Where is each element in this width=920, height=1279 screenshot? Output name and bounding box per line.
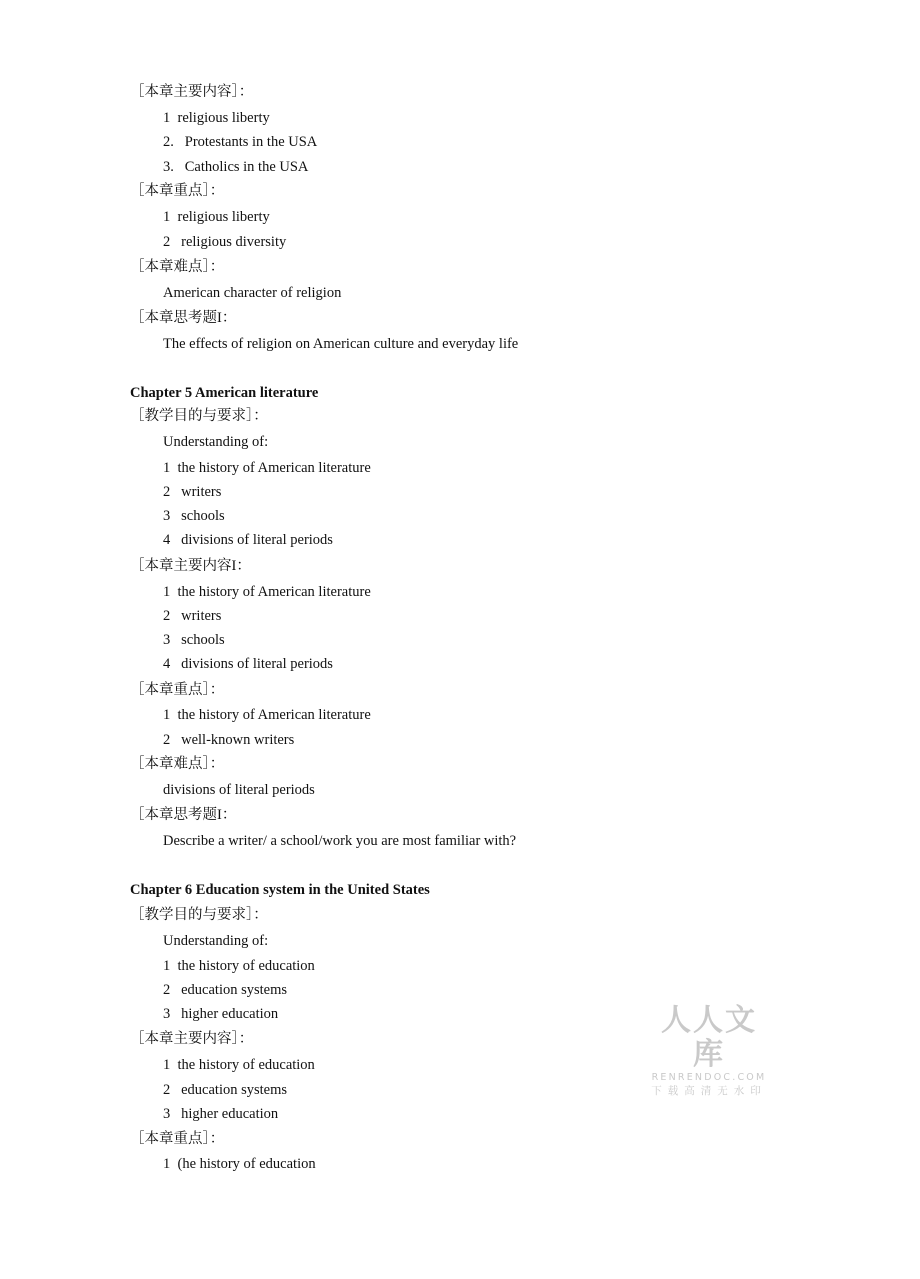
list-item: 2 religious diversity xyxy=(163,234,287,250)
list-item: 1 religious liberty xyxy=(163,209,270,225)
list-item: Understanding of: xyxy=(163,434,269,450)
section-label: ［本章重点］： xyxy=(130,682,225,698)
list-item: Describe a writer/ a school/work you are most familiar with? xyxy=(163,833,517,849)
list-item: 1 religious liberty xyxy=(163,110,270,126)
section-label: ［教学目的与要求］： xyxy=(130,408,268,424)
watermark-url: RENRENDOC.COM xyxy=(651,1072,767,1083)
watermark-title: 人人文库 xyxy=(661,1003,757,1072)
list-item: 1 the history of education xyxy=(163,958,315,974)
list-item: 2 education systems xyxy=(163,982,288,998)
section-label: ［本章重点］： xyxy=(130,1131,225,1147)
list-item: 1 the history of American literature xyxy=(163,460,371,476)
section-label: ［本章难点］： xyxy=(130,756,225,772)
list-item: 1 the history of education xyxy=(163,1057,315,1073)
watermark-slogan: 下载高清无水印 xyxy=(651,1085,767,1097)
list-item: 2 well-known writers xyxy=(163,732,295,748)
section-label: ［本章主要内容］： xyxy=(130,84,254,100)
list-item: 1 the history of American literature xyxy=(163,707,371,723)
section-label: ［教学目的与要求］： xyxy=(130,907,268,923)
section-label: ［本章思考题I： xyxy=(130,807,237,823)
list-item: American character of religion xyxy=(163,285,342,301)
list-item: 4 divisions of literal periods xyxy=(163,656,333,672)
list-item: 1 (he history of education xyxy=(163,1156,316,1172)
list-item: 2 education systems xyxy=(163,1082,288,1098)
watermark-logo xyxy=(646,1004,772,1098)
list-item: divisions of literal periods xyxy=(163,782,315,798)
chapter-heading: Chapter 6 Education system in the United States xyxy=(130,882,430,898)
list-item: The effects of religion on American culture and everyday life xyxy=(163,336,519,352)
list-item: 1 the history of American literature xyxy=(163,584,371,600)
section-label: ［本章重点］： xyxy=(130,183,225,199)
list-item: Understanding of: xyxy=(163,933,269,949)
list-item: 3 higher education xyxy=(163,1106,279,1122)
list-item: 2. Protestants in the USA xyxy=(163,134,318,150)
list-item: 3 schools xyxy=(163,632,225,648)
list-item: 2 writers xyxy=(163,608,222,624)
list-item: 4 divisions of literal periods xyxy=(163,532,333,548)
section-label: ［本章思考题I： xyxy=(130,310,237,326)
list-item: 2 writers xyxy=(163,484,222,500)
section-label: ［本章难点］： xyxy=(130,259,225,275)
section-label: ［本章主要内容］： xyxy=(130,1031,254,1047)
list-item: 3. Catholics in the USA xyxy=(163,159,309,175)
chapter-heading: Chapter 5 American literature xyxy=(130,385,319,401)
list-item: 3 higher education xyxy=(163,1006,279,1022)
section-label: ［本章主要内容I： xyxy=(130,558,251,574)
list-item: 3 schools xyxy=(163,508,225,524)
